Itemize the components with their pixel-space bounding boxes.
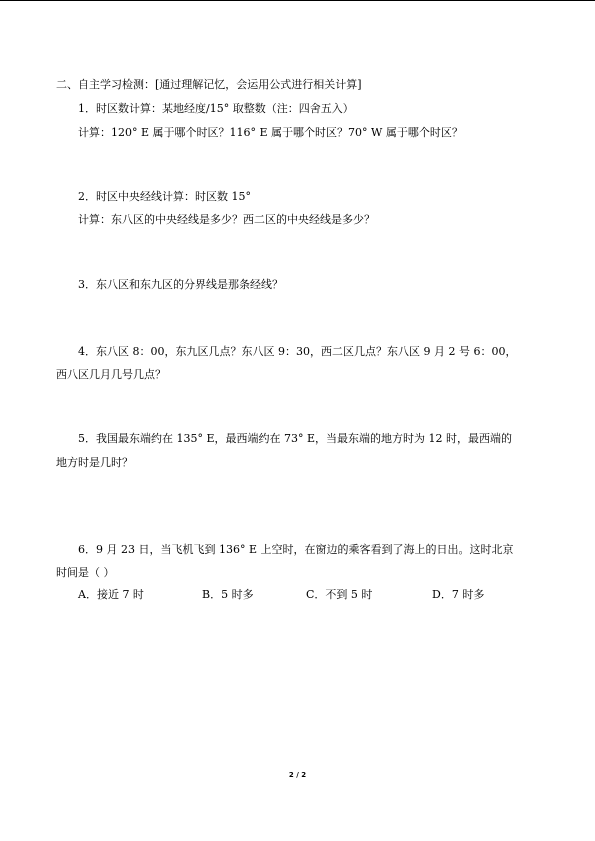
question-3: 3．东八区和东九区的分界线是那条经线？ (78, 278, 283, 291)
question-6-line-1: 6．9 月 23 日，当飞机飞到 136° E 上空时，在窗边的乘客看到了海上的日出。这时北京 (78, 543, 514, 556)
question-5-line-2: 地方时是几时？ (56, 456, 133, 469)
question-5-line-1: 5．我国最东端约在 135° E，最西端约在 73° E，当最东端的地方时为 12 时，最西端的 (78, 432, 513, 445)
question-4-line-2: 西八区几月几号几点？ (56, 368, 166, 381)
question-1-title: 1．时区数计算：某地经度/15° 取整数（注：四舍五入） (78, 102, 354, 115)
section-heading: 二、自主学习检测：[通过理解记忆，会运用公式进行相关计算] (56, 78, 362, 91)
top-rule (0, 0, 595, 1)
option-a: A．接近 7 时 (78, 588, 144, 601)
question-2-title: 2．时区中央经线计算：时区数 15° (78, 190, 251, 203)
question-2-calc: 计算：东八区的中央经线是多少？西二区的中央经线是多少？ (78, 213, 375, 226)
option-d: D．7 时多 (432, 588, 485, 601)
option-c: C．不到 5 时 (306, 588, 373, 601)
option-b: B．5 时多 (202, 588, 254, 601)
question-1-calc: 计算：120° E 属于哪个时区？116° E 属于哪个时区？70° W 属于哪个时区？ (78, 126, 463, 139)
page-number: 2 / 2 (288, 771, 307, 779)
question-6-line-2: 时间是（ ） (56, 566, 115, 579)
question-4-line-1: 4．东八区 8：00，东九区几点？东八区 9：30，西二区几点？东八区 9 月 2 号 6：00， (78, 345, 517, 358)
